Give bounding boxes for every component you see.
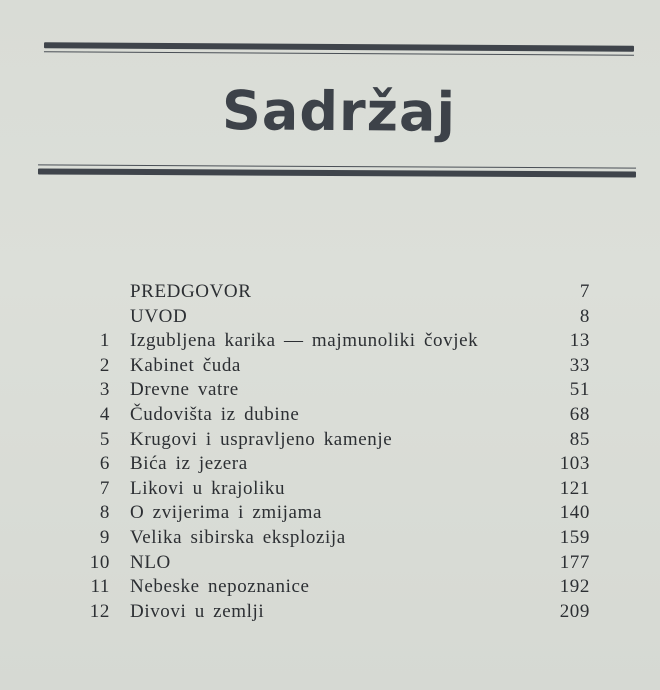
toc-entry-title: Likovi u krajoliku: [130, 477, 286, 499]
toc-entry-title: Kabinet čuda: [130, 354, 241, 376]
toc-entry-page: 177: [559, 551, 590, 573]
toc-entry-title: Nebeske nepoznanice: [130, 576, 310, 598]
top-divider-thin-line: [44, 51, 634, 56]
toc-entry-number: 10: [89, 551, 110, 573]
toc-entry-title: Divovi u zemlji: [130, 600, 265, 622]
toc-entry-title: NLO: [130, 551, 171, 573]
toc-entry-number: 9: [99, 526, 110, 548]
toc-entry-chapter-8: [80, 501, 600, 526]
toc-entry-page: 103: [559, 453, 590, 475]
toc-entry-title: UVOD: [130, 305, 188, 327]
toc-entry-predgovor: [80, 280, 600, 305]
bottom-divider-thick-line: [38, 168, 636, 177]
toc-entry-title: O zvijerima i zmijama: [130, 502, 323, 524]
bottom-divider: [38, 164, 636, 177]
toc-entry-chapter-10: [80, 551, 600, 576]
toc-entry-number: 5: [99, 428, 110, 450]
toc-entry-title: PREDGOVOR: [130, 281, 252, 302]
toc-entry-number: 8: [99, 502, 110, 524]
toc-entry-page: 140: [559, 502, 590, 524]
toc-entry-chapter-4: [80, 403, 600, 428]
table-of-contents: [80, 280, 600, 624]
toc-entry-page: 159: [559, 526, 590, 548]
toc-entry-page: 192: [559, 576, 590, 598]
toc-entry-page: 121: [559, 477, 590, 499]
toc-entry-page: 13: [569, 330, 590, 352]
toc-entry-number: 7: [99, 477, 110, 499]
toc-entry-title: Izgubljena karika — majmunoliki čovjek: [130, 330, 479, 352]
toc-entry-chapter-2: [80, 354, 600, 379]
toc-entry-chapter-9: [80, 526, 600, 551]
toc-entry-number: 12: [89, 600, 110, 622]
toc-entry-number: 1: [99, 330, 110, 352]
toc-entry-chapter-5: [80, 428, 600, 453]
toc-entry-page: 8: [579, 305, 590, 327]
toc-entry-page: 209: [559, 600, 590, 622]
toc-entry-chapter-3: [80, 378, 600, 403]
toc-entry-page: 7: [579, 281, 590, 302]
toc-entry-number: 11: [90, 576, 110, 598]
toc-entry-number: 6: [99, 453, 110, 475]
toc-entry-page: 33: [569, 354, 590, 376]
toc-entry-title: Čudovišta iz dubine: [130, 403, 300, 425]
toc-entry-title: Drevne vatre: [130, 379, 239, 401]
toc-entry-title: Bića iz jezera: [130, 453, 248, 475]
toc-entry-chapter-11: [80, 575, 600, 600]
page-title: Sadržaj: [221, 79, 457, 144]
toc-entry-uvod: [80, 305, 600, 330]
toc-entry-chapter-7: [80, 477, 600, 502]
toc-entry-title: Velika sibirska eksplozija: [130, 526, 346, 548]
toc-entry-number: 4: [99, 403, 110, 425]
toc-entry-number: 2: [99, 354, 110, 376]
top-divider-thick-line: [44, 42, 634, 52]
toc-entry-number: 3: [99, 379, 110, 401]
toc-entry-chapter-6: [80, 452, 600, 477]
toc-entry-chapter-12: [80, 600, 600, 625]
toc-entry-page: 68: [569, 403, 590, 425]
toc-entry-title: Krugovi i uspravljeno kamenje: [130, 428, 393, 450]
toc-entry-chapter-1: [80, 329, 600, 354]
toc-entry-page: 85: [569, 428, 590, 450]
toc-entry-page: 51: [569, 379, 590, 401]
top-divider: [44, 42, 634, 56]
